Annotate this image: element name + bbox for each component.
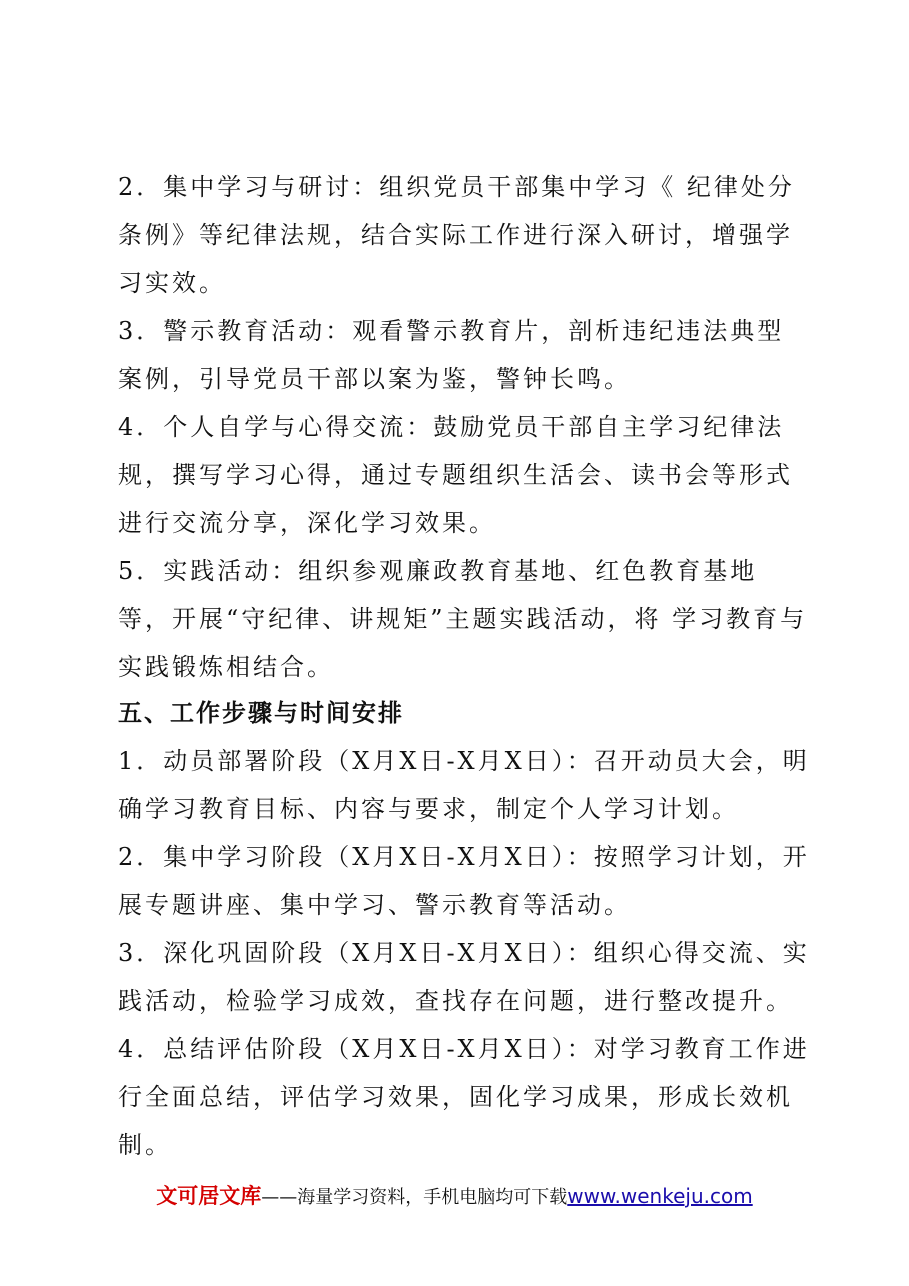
paragraph-warning-education: 3．警示教育活动：观看警示教育片，剖析违纪违法典型案例，引导党员干部以案为鉴，警钟长鸣。 <box>118 317 785 393</box>
paragraph-step-consolidation: 3．深化巩固阶段（X月X日-X月X日）：组织心得交流、实践活动，检验学习成效，查找存在问题，进行整改提升。 <box>118 939 810 1015</box>
paragraph-study-discussion: 2．集中学习与研讨：组织党员干部集中学习《 纪律处分条例》等纪律法规，结合实际工作进行深入研讨，增强学习实效。 <box>118 173 795 297</box>
section-heading-steps: 五、工作步骤与时间安排 <box>118 699 404 727</box>
footer-banner <box>0 1180 909 1210</box>
paragraph-step-mobilization: 1．动员部署阶段（X月X日-X月X日）：召开动员大会，明确学习教育目标、内容与要求，制定个人学习计划。 <box>118 747 810 823</box>
paragraph-self-study: 4．个人自学与心得交流：鼓励党员干部自主学习纪律法规，撰写学习心得，通过专题组织生活会、读书会等形式进行交流分享，深化学习效果。 <box>118 413 793 537</box>
footer-url-link[interactable]: www.wenkeju.com <box>567 1184 753 1208</box>
footer-tagline: ——海量学习资料，手机电脑均可下载 <box>261 1187 568 1208</box>
paragraph-step-concentrated-study: 2．集中学习阶段（X月X日-X月X日）：按照学习计划，开展专题讲座、集中学习、警示教育等活动。 <box>118 843 810 919</box>
footer-brand: 文可居文库 <box>156 1184 262 1208</box>
paragraph-step-summary: 4．总结评估阶段（X月X日-X月X日）：对学习教育工作进行全面总结，评估学习效果，固化学习成果，形成长效机制。 <box>118 1035 810 1159</box>
paragraph-practice-activities: 5．实践活动：组织参观廉政教育基地、红色教育基地等，开展“守纪律、讲规矩”主题实践活动，将 学习教育与实践锻炼相结合。 <box>118 557 808 681</box>
